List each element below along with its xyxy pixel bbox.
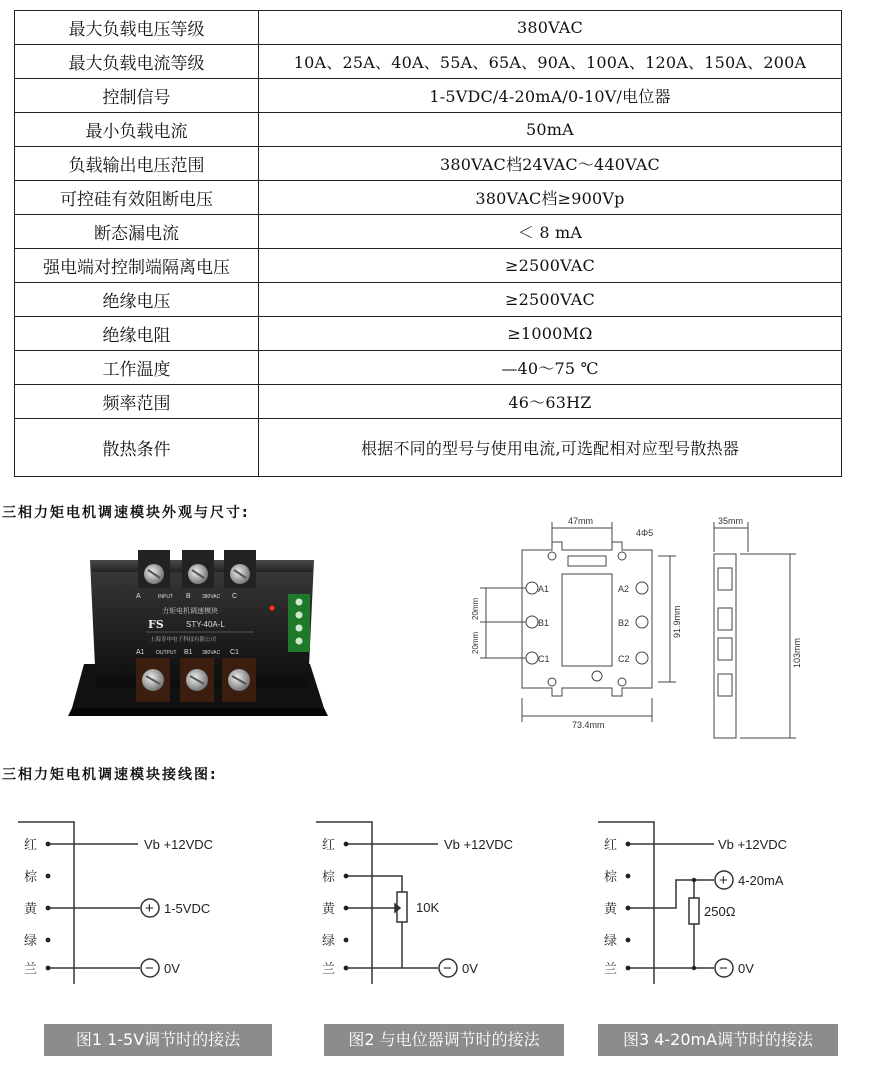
resistor-label: 250Ω	[704, 904, 736, 919]
table-row	[15, 419, 842, 477]
spec-label: 断态漏电流	[15, 215, 259, 249]
appearance-section-title: 三相力矩电机调速模块外观与尺寸:	[2, 505, 250, 521]
dim-side-width: 35mm	[718, 516, 744, 526]
wire-red-label: 红	[322, 837, 336, 852]
wiring-section-title: 三相力矩电机调速模块接线图:	[2, 767, 218, 783]
input-label: 1-5VDC	[164, 901, 211, 916]
wire-brown-label: 棕	[322, 869, 336, 884]
spec-label: 强电端对控制端隔离电压	[15, 249, 259, 283]
wire-green-label: 绿	[604, 933, 618, 948]
output-label-c1: C1	[230, 649, 239, 656]
output-label-b1: B1	[184, 649, 193, 656]
spec-value: 380VAC档24VAC～440VAC	[259, 147, 842, 181]
brand-logo: FS	[148, 618, 164, 631]
figure-1-caption: 图1 1-5V调节时的接法	[44, 1024, 272, 1056]
wire-blue-label: 兰	[24, 961, 38, 976]
minus-sign: −	[145, 960, 154, 977]
spec-label: 工作温度	[15, 351, 259, 385]
zero-label: 0V	[164, 961, 180, 976]
wire-yellow-label: 黄	[604, 901, 618, 916]
wire-yellow-label: 黄	[24, 901, 38, 916]
terminal-c1: C1	[538, 654, 550, 664]
terminal-a1: A1	[538, 584, 550, 594]
wire-green-label: 绿	[24, 933, 38, 948]
maker-name: 上海寿申电子科技有限公司	[150, 637, 217, 643]
table-row	[15, 351, 842, 385]
table-row	[15, 215, 842, 249]
wiring-diagram-2	[316, 814, 566, 984]
figure-2-caption: 图2 与电位器调节时的接法	[324, 1024, 564, 1056]
wire-blue-label: 兰	[322, 961, 336, 976]
dim-pitch-2: 20mm	[471, 631, 480, 654]
input-label-a: A	[136, 593, 141, 600]
spec-value: ≥2500VAC	[259, 249, 842, 283]
spec-label: 最大负载电压等级	[15, 11, 259, 45]
plus-sign: +	[719, 872, 728, 889]
input-label: 4-20mA	[738, 873, 784, 888]
module-photo	[62, 538, 332, 738]
dim-pitch: 20mm	[471, 597, 480, 620]
spec-label: 绝缘电阻	[15, 317, 259, 351]
vb-label: Vb +12VDC	[144, 837, 214, 852]
minus-sign: −	[719, 960, 728, 977]
output-label: OUTPUT	[156, 650, 177, 656]
terminal-a2: A2	[618, 584, 630, 594]
spec-value: —40～75 ℃	[259, 351, 842, 385]
spec-label: 控制信号	[15, 79, 259, 113]
plus-sign: +	[145, 900, 154, 917]
wire-red-label: 红	[24, 837, 38, 852]
table-row	[15, 283, 842, 317]
table-row	[15, 45, 842, 79]
minus-sign: −	[443, 960, 452, 977]
spec-label: 频率范围	[15, 385, 259, 419]
wiring-diagram-1	[18, 814, 268, 984]
dimension-svg	[452, 508, 812, 748]
wire-yellow-label: 黄	[322, 901, 336, 916]
terminal-c2: C2	[618, 654, 630, 664]
output-voltage-label: 380VAC	[202, 650, 221, 656]
vb-label: Vb +12VDC	[444, 837, 514, 852]
spec-value: ≥1000MΩ	[259, 317, 842, 351]
output-label-a1: A1	[136, 649, 145, 656]
spec-value: 46～63HZ	[259, 385, 842, 419]
table-row	[15, 79, 842, 113]
table-row	[15, 317, 842, 351]
spec-label: 最大负载电流等级	[15, 45, 259, 79]
table-row	[15, 249, 842, 283]
spec-label: 负载输出电压范围	[15, 147, 259, 181]
input-label: INPUT	[158, 594, 173, 600]
dim-height-inner: 91.9mm	[672, 605, 682, 638]
table-row	[15, 181, 842, 215]
spec-value: 1-5VDC/4-20mA/0-10V/电位器	[259, 79, 842, 113]
spec-label: 最小负载电流	[15, 113, 259, 147]
spec-value: ＜ 8 mA	[259, 215, 842, 249]
spec-value: ≥2500VAC	[259, 283, 842, 317]
spec-label: 绝缘电压	[15, 283, 259, 317]
wire-red-label: 红	[604, 837, 618, 852]
dim-hole: 4Φ5	[636, 528, 654, 538]
spec-table	[14, 10, 842, 477]
input-label-b: B	[186, 593, 191, 600]
figure-3-caption: 图3 4-20mA调节时的接法	[598, 1024, 838, 1056]
input-voltage-label: 380VAC	[202, 594, 221, 600]
dim-height-total: 103mm	[792, 637, 802, 668]
table-row	[15, 385, 842, 419]
wire-blue-label: 兰	[604, 961, 618, 976]
vb-label: Vb +12VDC	[718, 837, 788, 852]
potentiometer-label: 10K	[416, 900, 440, 915]
table-row	[15, 147, 842, 181]
table-row	[15, 113, 842, 147]
wire-green-label: 绿	[322, 933, 336, 948]
model-number: STY-40A-L	[186, 620, 225, 629]
module-illustration	[62, 538, 332, 738]
input-label-c: C	[232, 593, 238, 600]
dimension-drawing	[452, 508, 812, 748]
dim-width-bottom: 73.4mm	[572, 720, 605, 730]
wire-brown-label: 棕	[24, 869, 38, 884]
wiring-diagram-3	[598, 814, 848, 984]
terminal-b2: B2	[618, 618, 630, 628]
wire-brown-label: 棕	[604, 869, 618, 884]
spec-label: 散热条件	[15, 419, 259, 477]
zero-label: 0V	[738, 961, 754, 976]
table-row	[15, 11, 842, 45]
terminal-b1: B1	[538, 618, 550, 628]
spec-label: 可控硅有效阻断电压	[15, 181, 259, 215]
module-cn-name: 力矩电机调速模块	[162, 607, 218, 615]
dim-width-top: 47mm	[568, 516, 594, 526]
spec-value: 380VAC	[259, 11, 842, 45]
spec-value: 380VAC档≥900Vp	[259, 181, 842, 215]
spec-value: 根据不同的型号与使用电流,可选配相对应型号散热器	[259, 419, 842, 477]
spec-value: 50mA	[259, 113, 842, 147]
zero-label: 0V	[462, 961, 478, 976]
spec-value: 10A、25A、40A、55A、65A、90A、100A、120A、150A、200A	[259, 45, 842, 79]
